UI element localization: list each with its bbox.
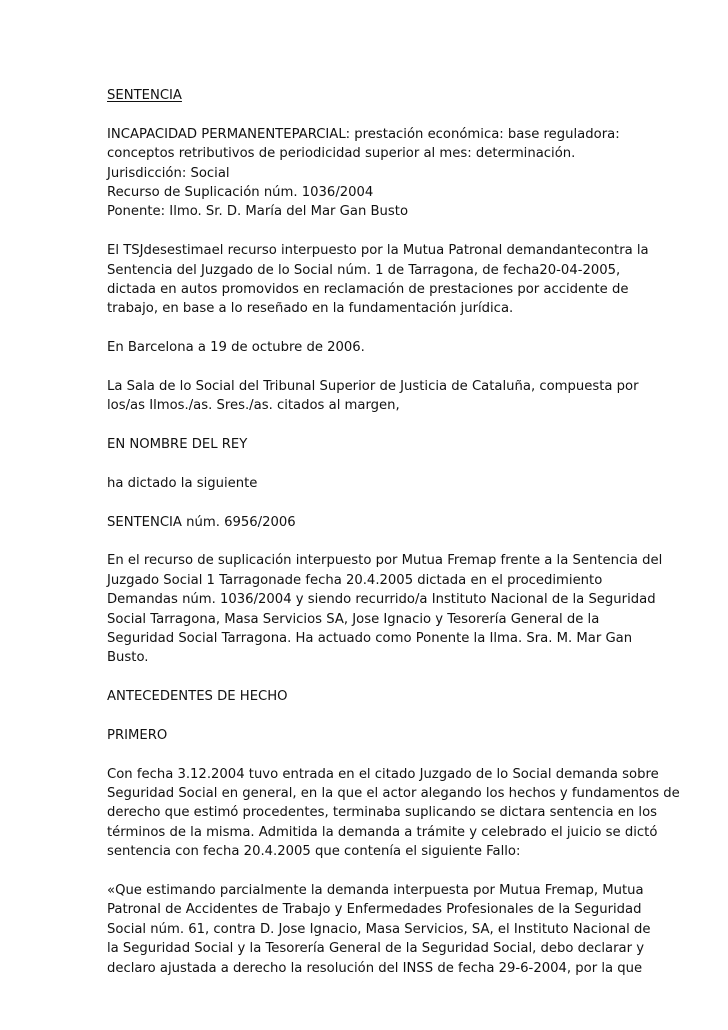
fallo-line: Patronal de Accidentes de Trabajo y Enfermedades Profesionales de la Seguridad	[107, 902, 642, 918]
place-date: En Barcelona a 19 de octubre de 2006.	[107, 340, 365, 356]
spacer	[107, 416, 647, 435]
primero-line: sentencia con fecha 20.4.2005 que contenía el siguiente Fallo:	[107, 844, 521, 860]
fallo-line: «Que estimando parcialmente la demanda interpuesta por Mutua Fremap, Mutua	[107, 883, 644, 899]
abstract-line: Sentencia del Juzgado de lo Social núm. 1 de Tarragona, de fecha20-04-2005,	[107, 262, 621, 278]
spacer	[107, 105, 647, 124]
appeal-number-line: Recurso de Suplicación núm. 1036/2004	[107, 184, 374, 200]
appeal-paragraph	[107, 551, 663, 667]
fallo-line: Social núm. 61, contra D. Jose Ignacio, Masa Servicios, SA, el Instituto Nacional de	[107, 921, 651, 937]
king-heading: EN NOMBRE DEL REY	[107, 437, 248, 453]
abstract-line: trabajo, en base a lo reseñado en la fundamentación jurídica.	[107, 301, 514, 317]
fallo-line: declaro ajustada a derecho la resolución del INSS de fecha 29-6-2004, por la que	[107, 960, 643, 976]
fallo-line: la Seguridad Social y la Tesorería General de la Seguridad Social, debo declarar y	[107, 941, 645, 957]
primero-heading: PRIMERO	[107, 727, 168, 743]
summary-line: INCAPACIDAD PERMANENTEPARCIAL: prestación económica: base reguladora:	[107, 126, 620, 142]
appeal-line: Seguridad Social Tarragona. Ha actuado como Ponente la Ilma. Sra. M. Mar Gan	[107, 630, 633, 646]
rapporteur-line: Ponente: Ilmo. Sr. D. María del Mar Gan Busto	[107, 204, 409, 220]
summary-line: conceptos retributivos de periodicidad superior al mes: determinación.	[107, 146, 576, 162]
primero-line: derecho que estimó procedentes, terminaba suplicando se dictara sentencia en los	[107, 805, 658, 821]
antecedentes-heading: ANTECEDENTES DE HECHO	[107, 689, 288, 705]
spacer	[107, 668, 647, 687]
spacer	[107, 454, 647, 473]
abstract-line: El TSJdesestimael recurso interpuesto por la Mutua Patronal demandantecontra la	[107, 243, 649, 259]
spacer	[107, 357, 647, 376]
abstract-line: dictada en autos promovidos en reclamación de prestaciones por accidente de	[107, 281, 629, 297]
spacer	[107, 222, 647, 241]
summary-block	[107, 125, 647, 222]
court-line: los/as Ilmos./as. Sres./as. citados al margen,	[107, 398, 400, 414]
primero-line: Con fecha 3.12.2004 tuvo entrada en el citado Juzgado de lo Social demanda sobre	[107, 766, 659, 782]
dictated-line: ha dictado la siguiente	[107, 475, 258, 491]
document-heading: SENTENCIA	[107, 88, 182, 103]
spacer	[107, 319, 647, 338]
primero-line: términos de la misma. Admitida la demanda a trámite y celebrado el juicio se dictó	[107, 824, 658, 840]
fallo-paragraph	[107, 881, 651, 978]
court-line: La Sala de lo Social del Tribunal Superior de Justicia de Cataluña, compuesta por	[107, 378, 639, 394]
sentence-number: SENTENCIA núm. 6956/2006	[107, 514, 296, 530]
appeal-line: Busto.	[107, 650, 149, 666]
spacer	[107, 862, 647, 881]
abstract-paragraph	[107, 241, 647, 319]
spacer	[107, 745, 647, 764]
document-page	[107, 86, 680, 978]
appeal-line: Juzgado Social 1 Tarragonade fecha 20.4.2005 dictada en el procedimiento	[107, 572, 603, 588]
appeal-line: En el recurso de suplicación interpuesto por Mutua Fremap frente a la Sentencia del	[107, 553, 663, 569]
primero-paragraph	[107, 765, 680, 862]
spacer	[107, 707, 647, 726]
appeal-line: Demandas núm. 1036/2004 y siendo recurrido/a Instituto Nacional de la Seguridad	[107, 592, 656, 608]
jurisdiction-line: Jurisdicción: Social	[107, 165, 230, 181]
spacer	[107, 493, 647, 512]
appeal-line: Social Tarragona, Masa Servicios SA, Jose Ignacio y Tesorería General de la	[107, 611, 600, 627]
spacer	[107, 532, 647, 551]
court-paragraph	[107, 377, 647, 416]
primero-line: Seguridad Social en general, en la que el actor alegando los hechos y fundamentos de	[107, 786, 680, 802]
